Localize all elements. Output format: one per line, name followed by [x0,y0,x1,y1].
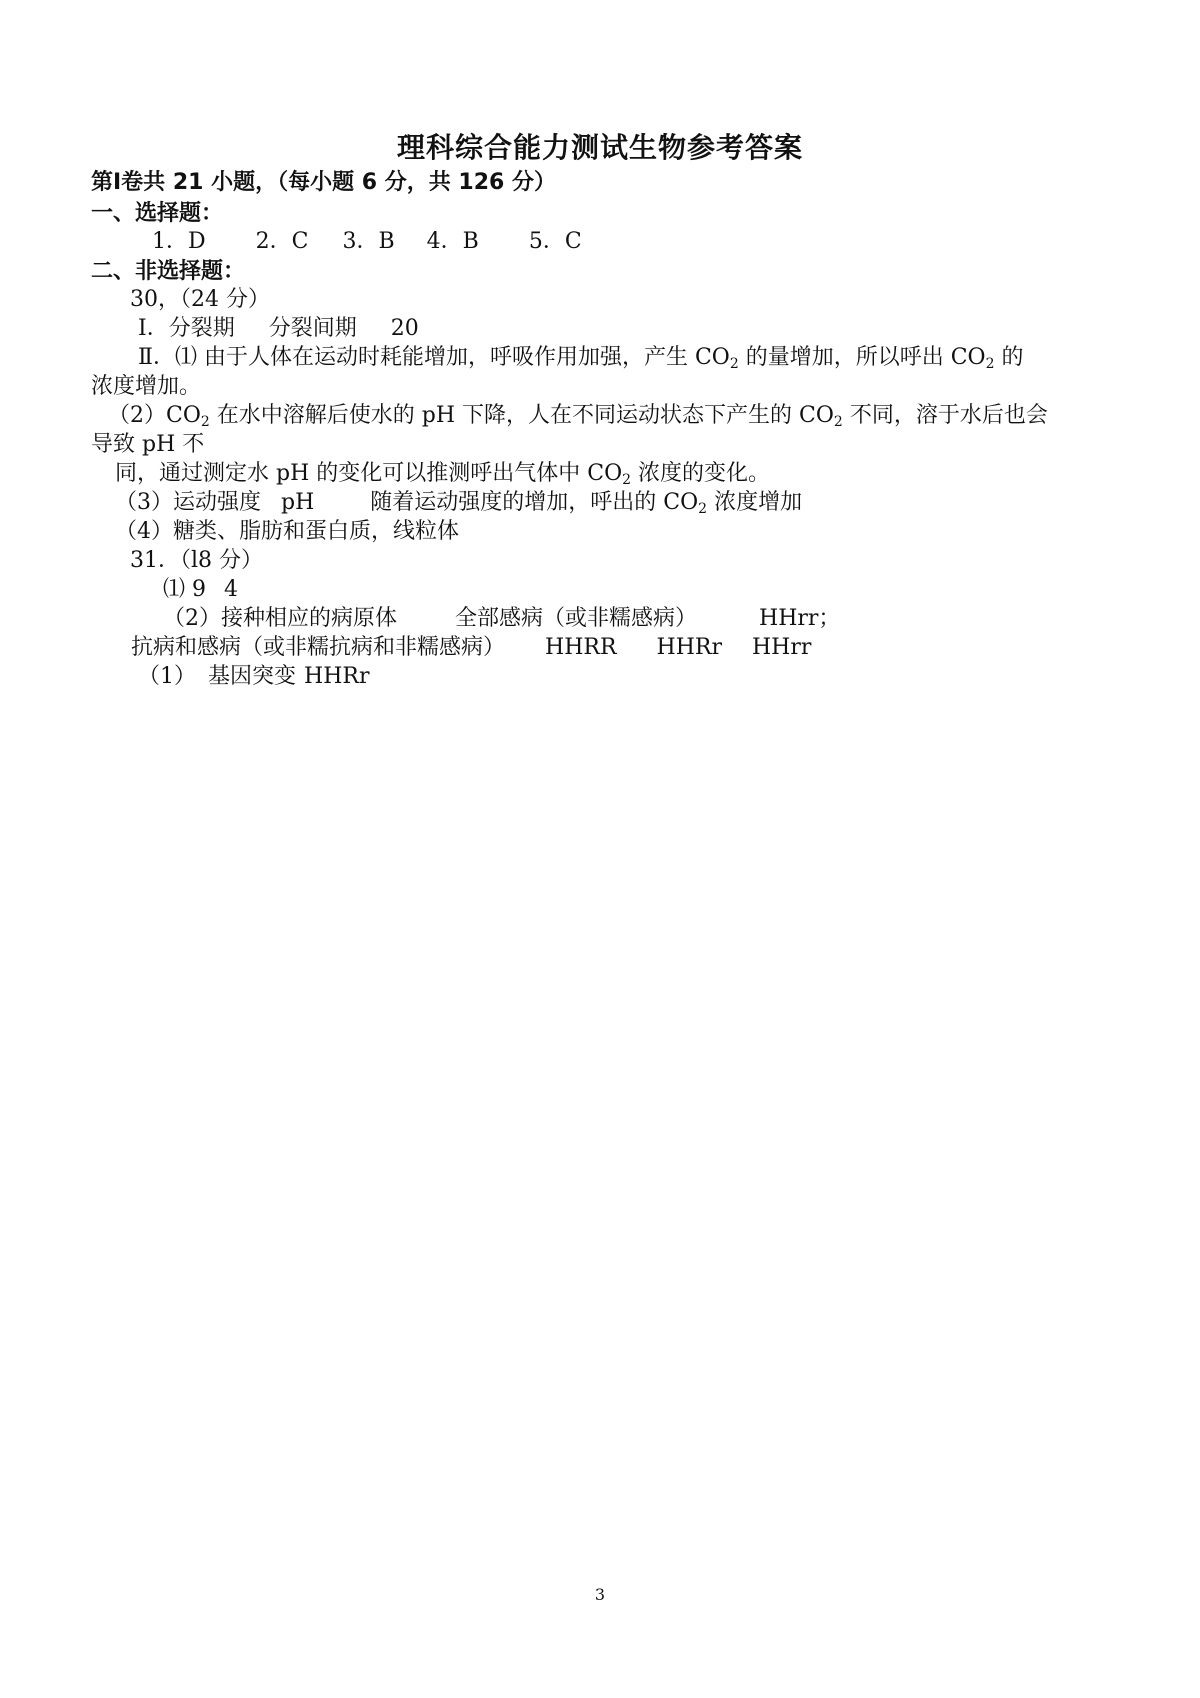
page-number: 3 [594,1585,606,1604]
choice-answer-1: 1．D [152,229,206,254]
choice-answer-3: 3．B [342,229,395,254]
subscript: 2 [622,472,632,488]
choice-answer-4: 4．B [426,229,479,254]
q30-i-answer-a: Ⅰ．分裂期 [138,316,235,341]
q31-p3-text-d: HHrr [751,635,812,660]
q30-ii-3-text-a: （3）运动强度 [115,490,261,515]
q30-ii-2b [115,461,771,488]
q30-ii-2-continuation: 导致 pH 不 [91,432,205,457]
q30-ii-1 [138,345,1024,372]
q30-ii-3 [115,490,803,517]
q31-p4-text-b: 基因突变 [208,664,297,689]
q30-ii-2-text-c: 不同，溶于水后也会 [842,403,1048,428]
q30-ii-1-continuation: 浓度增加。 [91,374,202,399]
q30-ii-2-text-a: （2）CO [108,403,201,428]
q31-p3-text-c: HHRr [656,635,722,660]
q30-part-i [138,318,419,340]
q31-p2-text-c: HHrr； [759,606,841,631]
q31-part-1 [163,579,238,601]
q30-i-answer-b: 分裂间期 [268,316,357,341]
q31-p3-text-a: 抗病和感病（或非糯抗病和非糯感病） [131,635,506,660]
q31-part-2 [163,608,840,630]
choice-answer-5: 5．C [528,229,582,254]
q31-p1-text-a: ⑴ 9 [163,577,206,602]
q31-p2-text-a: （2）接种相应的病原体 [163,606,397,631]
q30-ii-3-text-c: 随着运动强度的增加，呼出的 CO [370,490,699,515]
q31-part-4 [138,666,369,688]
q31-p3-text-b: HHRR [545,635,617,660]
page-title: 理科综合能力测试生物参考答案 [396,131,803,164]
q30-ii-4: （4）糖类、脂肪和蛋白质，线粒体 [115,519,459,544]
q30-ii-2b-text-b: 浓度的变化。 [631,461,771,486]
part1-heading: 一、选择题： [91,201,224,226]
q30-ii-3-text-b: pH [281,490,315,515]
q30-ii-2b-text-a: 同，通过测定水 pH 的变化可以推测呼出气体中 CO [115,461,623,486]
q30-ii-1-text-a: Ⅱ．⑴ 由于人体在运动时耗能增加，呼吸作用加强，产生 CO [138,345,730,370]
q31-p2-text-b: 全部感病（或非糯感病） [455,606,698,631]
q30-ii-1-text-b: 的量增加，所以呼出 CO [738,345,986,370]
part2-heading: 二、非选择题： [91,259,246,284]
q31-p4-text-c: HHRr [304,664,370,689]
subscript: 2 [729,356,739,372]
choice-answers [152,231,582,253]
section-header: 第Ⅰ卷共 21 小题，（每小题 6 分，共 126 分） [91,170,556,195]
q30-ii-2 [108,403,1048,430]
subscript: 2 [985,356,995,372]
q30-ii-3-text-d: 浓度增加 [707,490,803,515]
subscript: 2 [698,501,708,517]
q30-i-answer-c: 20 [390,316,419,341]
q30-ii-1-text-c: 的 [994,345,1024,370]
q31-p1-text-b: 4 [224,577,238,602]
q30-header: 30，（24 分） [130,287,270,312]
q31-header: 31．（l8 分） [130,548,264,573]
choice-answer-2: 2．C [255,229,309,254]
subscript: 2 [833,414,843,430]
q30-ii-2-text-b: 在水中溶解后使水的 pH 下降，人在不同运动状态下产生的 CO [209,403,834,428]
q31-p4-text-a: （1） [138,664,196,689]
subscript: 2 [200,414,210,430]
q31-part-3 [131,637,811,659]
